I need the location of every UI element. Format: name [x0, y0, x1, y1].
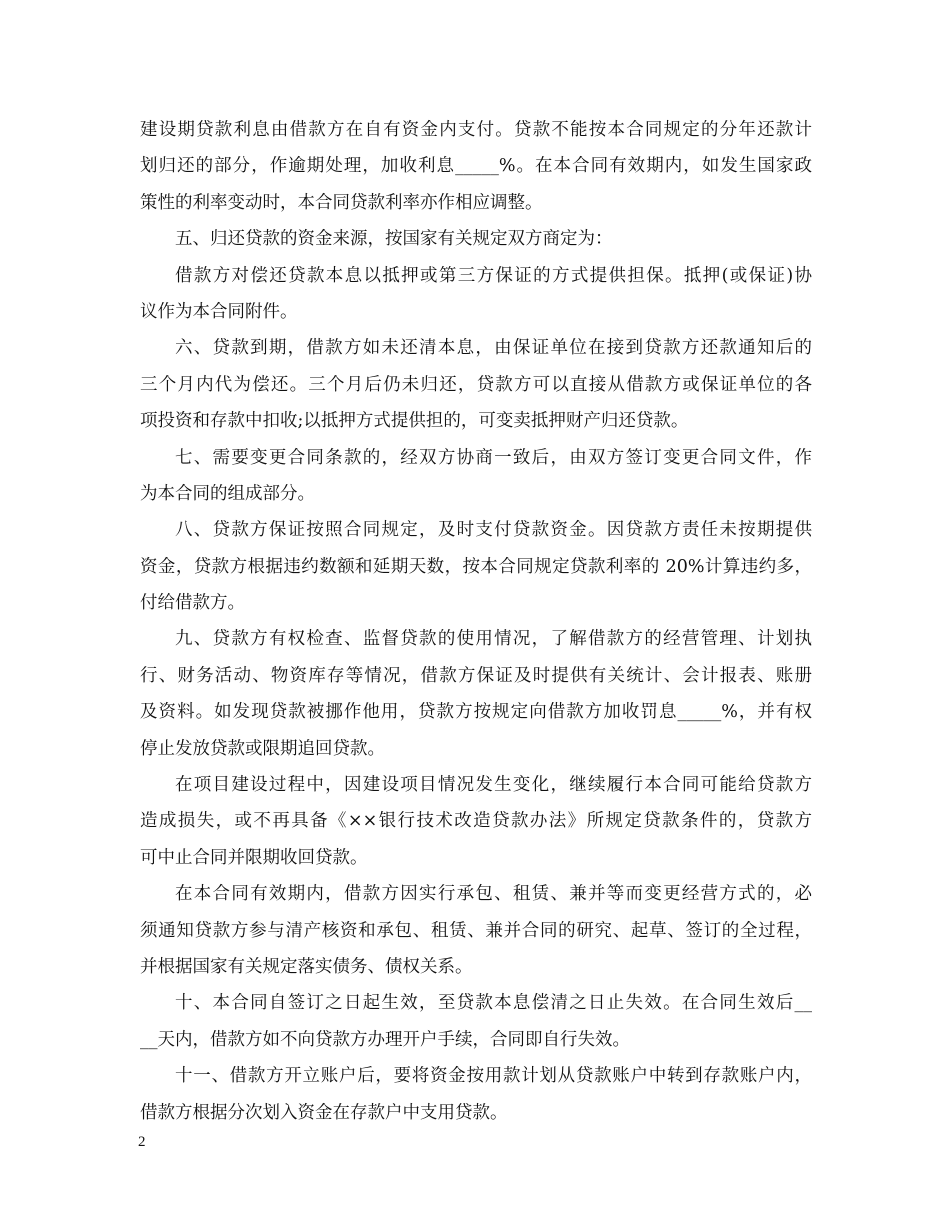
text-line: 借款方对偿还贷款本息以抵押或第三方保证的方式提供担保。抵押(或保证)协: [175, 265, 812, 286]
paragraph-start: 在项目建设过程中，因建设项目情况发生变化，继续履行本合同可能给贷款方: [175, 775, 812, 796]
page-number: 2: [138, 1134, 146, 1150]
text-line: 资金，贷款方根据违约数额和延期天数，按本合同规定贷款利率的 20%计算违约多，: [140, 556, 812, 577]
text-line: 造成损失，或不再具备《××银行技术改造贷款办法》所规定贷款条件的，贷款方: [140, 811, 812, 832]
text-line: 须通知贷款方参与清产核资和承包、租赁、兼并合同的研究、起草、签订的全过程，: [140, 920, 812, 941]
text-line: 议作为本合同附件。: [140, 301, 298, 322]
text-line: 三个月内代为偿还。三个月后仍未归还，贷款方可以直接从借款方或保证单位的各: [140, 374, 812, 395]
clause-heading-9: 九、贷款方有权检查、监督贷款的使用情况，了解借款方的经营管理、计划执: [175, 629, 812, 650]
clause-heading-7: 七、需要变更合同条款的，经双方协商一致后，由双方签订变更合同文件，作: [175, 447, 812, 468]
clause-heading-6: 六、贷款到期，借款方如未还清本息，由保证单位在接到贷款方还款通知后的: [175, 338, 812, 359]
text-line: 项投资和存款中扣收;以抵押方式提供担的，可变卖抵押财产归还贷款。: [140, 411, 689, 432]
contract-body-text: [140, 112, 812, 1131]
text-line: 及资料。如发现贷款被挪作他用，贷款方按规定向借款方加收罚息_____%，并有权: [140, 702, 812, 723]
clause-heading-8: 八、贷款方保证按照合同规定，及时支付贷款资金。因贷款方责任未按期提供: [175, 520, 812, 541]
text-line: 停止发放贷款或限期追回贷款。: [140, 738, 385, 759]
clause-heading-5: 五、归还贷款的资金来源，按国家有关规定双方商定为：: [175, 229, 613, 250]
text-line: 可中止合同并限期收回贷款。: [140, 847, 368, 868]
text-line: 划归还的部分，作逾期处理，加收利息_____%。在本合同有效期内，如发生国家政: [140, 156, 812, 177]
text-line: 建设期贷款利息由借款方在自有资金内支付。贷款不能按本合同规定的分年还款计: [140, 120, 812, 140]
text-line: 为本合同的组成部分。: [140, 483, 315, 504]
clause-heading-10: 十、本合同自签订之日起生效，至贷款本息偿清之日止失效。在合同生效后__: [175, 993, 812, 1014]
clause-heading-11: 十一、借款方开立账户后，要将资金按用款计划从贷款账户中转到存款账户内，: [175, 1066, 812, 1087]
text-line: 并根据国家有关规定落实债务、债权关系。: [140, 956, 473, 977]
paragraph-start: 在本合同有效期内，借款方因实行承包、租赁、兼并等而变更经营方式的，必: [175, 884, 812, 905]
text-line: 借款方根据分次划入资金在存款户中支用贷款。: [140, 1102, 508, 1123]
text-line: __天内，借款方如不向贷款方办理开户手续，合同即自行失效。: [140, 1029, 630, 1050]
text-line: 策性的利率变动时，本合同贷款利率亦作相应调整。: [140, 192, 543, 213]
text-line: 行、财务活动、物资库存等情况，借款方保证及时提供有关统计、会计报表、账册: [140, 665, 812, 686]
text-line: 付给借款方。: [140, 593, 245, 614]
